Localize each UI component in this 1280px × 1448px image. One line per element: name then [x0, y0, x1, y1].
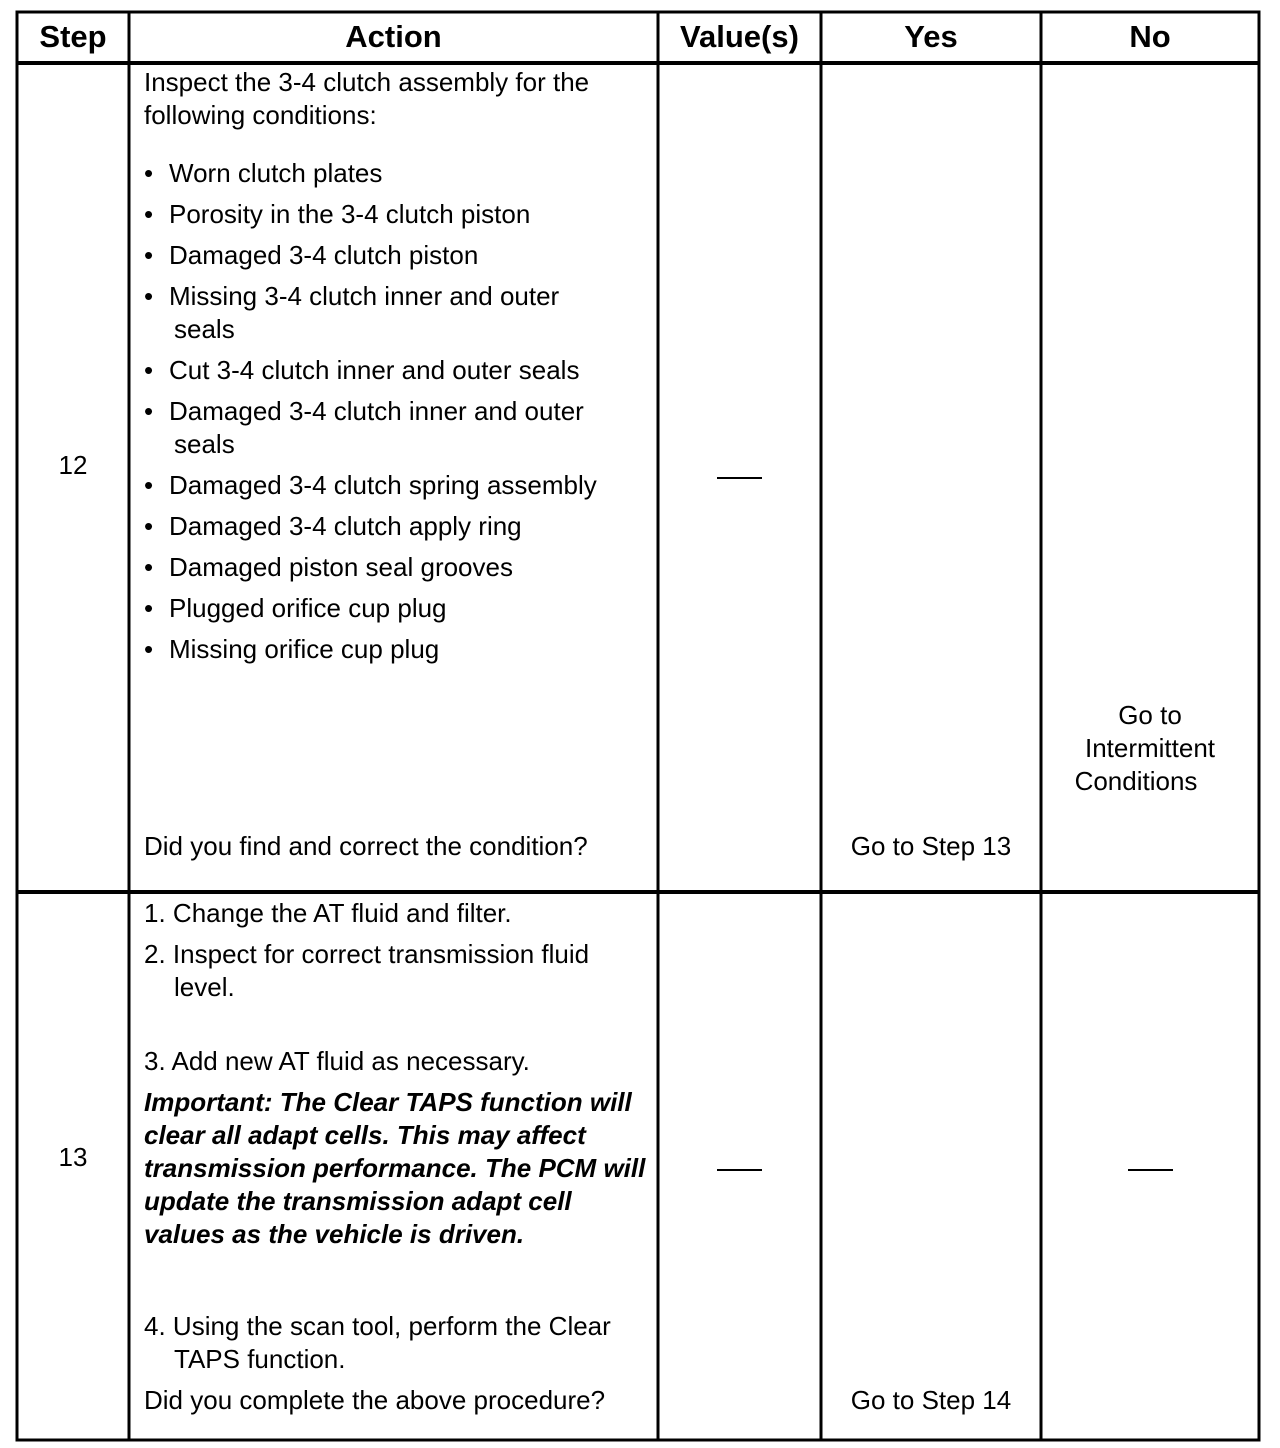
header-values: Value(s) [680, 19, 799, 54]
bullet-item-continuation: seals [174, 429, 235, 459]
no-line3: Conditions [1074, 766, 1198, 796]
row13-question: Did you complete the above procedure? [144, 1385, 606, 1415]
step-number-13: 13 [58, 1142, 88, 1172]
row13-yes-link[interactable]: Go to Step 14 [850, 1385, 1012, 1415]
header-no: No [1129, 19, 1171, 54]
header-yes: Yes [904, 19, 958, 54]
row13-value-dash [717, 1169, 762, 1171]
bullet-item-continuation: seals [174, 314, 235, 344]
bullet-item: • Damaged piston seal grooves [144, 552, 513, 582]
important-note: Important: The Clear TAPS function will clear all adapt cells. This may affect transmission performance. The PCM will update the transmission adapt cell values as the vehicle is driven. [144, 1087, 646, 1249]
header-action: Action [345, 19, 442, 54]
bullet-item: • Damaged 3-4 clutch inner and outer [144, 396, 584, 426]
row12-question: Did you find and correct the condition? [144, 831, 588, 861]
action-intro-line2: following conditions: [144, 100, 377, 130]
bullet-item: • Porosity in the 3-4 clutch piston [144, 199, 531, 229]
bullet-item: • Worn clutch plates [144, 158, 383, 188]
action-intro-line1: Inspect the 3-4 clutch assembly for the [144, 67, 590, 97]
bullet-item: • Cut 3-4 clutch inner and outer seals [144, 355, 580, 385]
numbered-step: 1. Change the AT fluid and filter. [144, 898, 512, 928]
bullet-item: • Damaged 3-4 clutch apply ring [144, 511, 522, 541]
bullet-item: • Plugged orifice cup plug [144, 593, 447, 623]
row13-no-dash [1128, 1169, 1173, 1171]
numbered-step: 4. Using the scan tool, perform the Clear [144, 1311, 611, 1341]
no-line1: Go to [1118, 700, 1182, 730]
numbered-step-continuation: TAPS function. [174, 1344, 346, 1374]
no-line2: Intermittent [1084, 733, 1216, 763]
step-number-12: 12 [58, 450, 88, 480]
numbered-step: 3. Add new AT fluid as necessary. [144, 1046, 530, 1076]
bullet-item: • Damaged 3-4 clutch piston [144, 240, 479, 270]
row12-yes-link[interactable]: Go to Step 13 [850, 831, 1012, 861]
numbered-step-continuation: level. [174, 972, 235, 1002]
bullet-item: • Missing 3-4 clutch inner and outer [144, 281, 560, 311]
header-step: Step [39, 19, 107, 54]
numbered-step: 2. Inspect for correct transmission fluid [144, 939, 590, 969]
bullet-item: • Missing orifice cup plug [144, 634, 440, 664]
bullet-item: • Damaged 3-4 clutch spring assembly [144, 470, 597, 500]
